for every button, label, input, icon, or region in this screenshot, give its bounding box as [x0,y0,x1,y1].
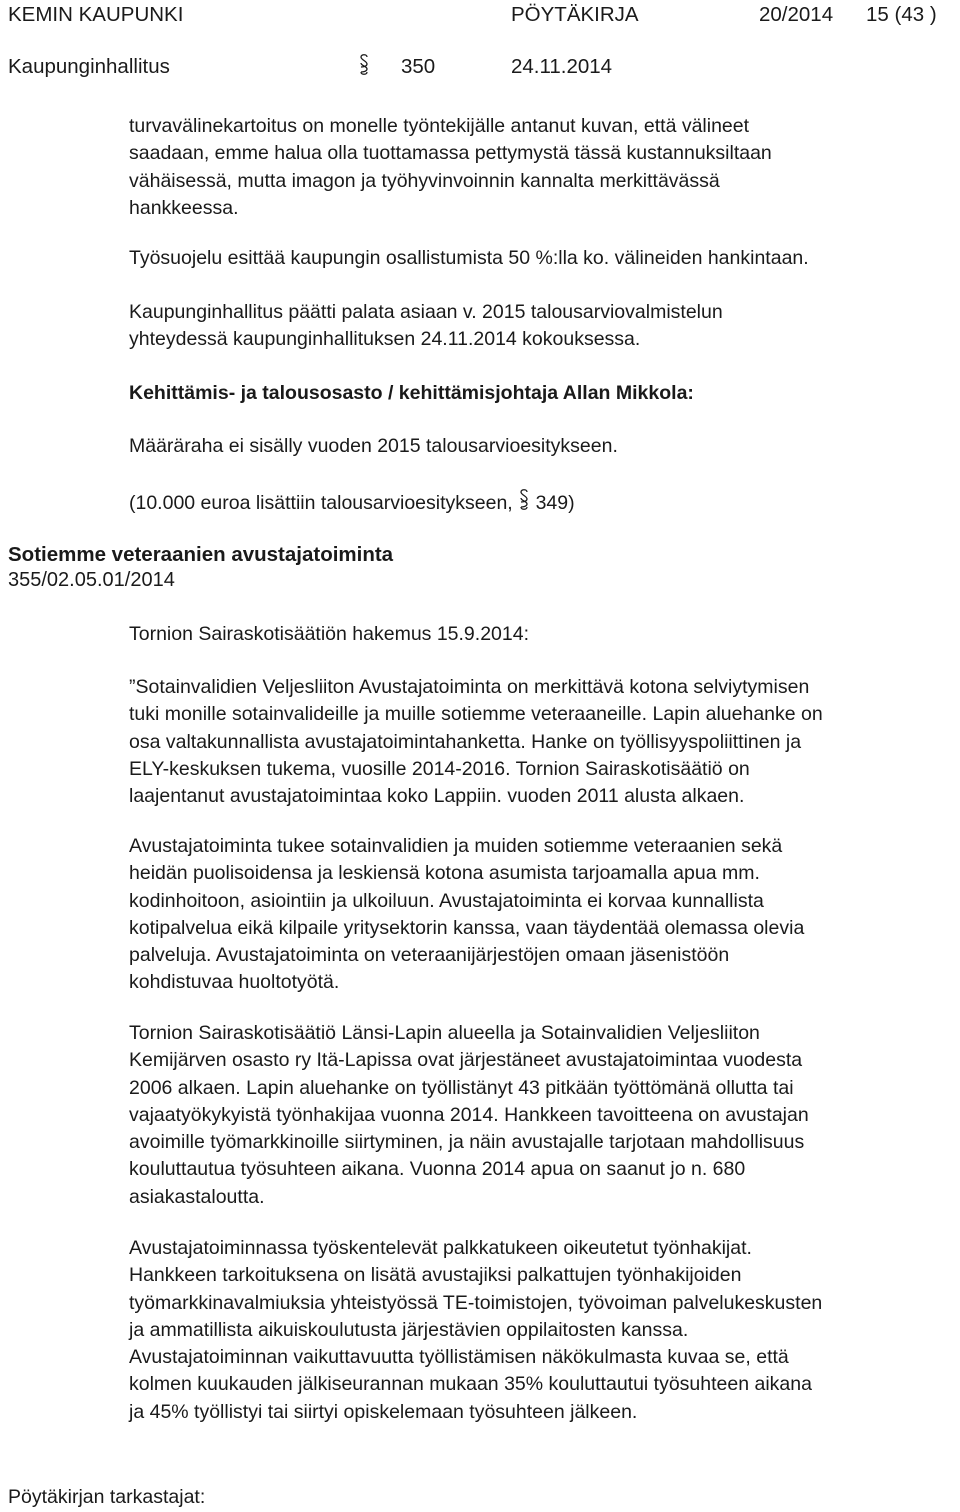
note-ref: 349) [535,492,575,514]
paragraph-4 [129,1235,929,1426]
text-line: kolmen kuukauden jälkiseurannan mukaan 35% kouluttautui työsuhteen aikana [129,1373,812,1396]
paragraph-work-safety [129,245,929,272]
text-line: palveluja. Avustajatoiminta on veteraanijärjestöjen omaan jäsenistöön [129,944,730,967]
text-line: osa valtakunnallista avustajatoimintahanketta. Hanke on työllisyyspoliittinen ja [129,730,802,753]
text-line: kodinhoitoon, asiointiin ja ulkoiluun. Avustajatoiminta ei korvaa kunnallista [129,889,764,912]
text-line: kouluttautua työsuhteen aikana. Vuonna 2014 apua on saanut jo n. 680 [129,1158,746,1181]
text-line: laajentanut avustajatoimintaa koko Lappiin. vuoden 2011 alusta alkaen. [129,785,745,808]
text-line: tuki monille sotainvalideille ja muille sotiemme veteraaneille. Lapin aluehanke on [129,703,823,726]
paragraph-continuation [129,113,929,222]
minutes-checkers-label: Pöytäkirjan tarkastajat: [8,1486,206,1508]
paragraph-3 [129,1020,929,1211]
budget-note [129,488,929,517]
text-line: vajaatyökykyistä työnhakijaa vuonna 2014. Hankkeen tavoitteena on avustajan [129,1103,809,1126]
text-line: hankkeessa. [129,196,239,219]
proposer-heading: Kehittämis- ja talousosasto / kehittämisjohtaja Allan Mikkola: [129,382,694,404]
doc-number: 20/2014 [759,3,834,26]
text-line: kotipalvelua eikä kilpaile yritysektorin kanssa, vaan täydentää olemassa olevia [129,916,805,939]
text-line: avoimille työmarkkinoille siirtyminen, ja näin avustajalle tarjotaan mahdollisuus [129,1131,805,1154]
page-number: 15 (43 ) [866,3,937,26]
section-mark-icon [518,492,530,514]
text-line: ELY-keskuksen tukema, vuosille 2014-2016. Tornion Sairaskotisäätiö on [129,757,750,780]
text-line: turvavälinekartoitus on monelle työntekijälle antanut kuvan, että välineet [129,115,750,137]
text-line: Kaupunginhallitus päätti palata asiaan v. 2015 talousarviovalmistelun [129,301,723,323]
text-line: asiakastaloutta. [129,1185,265,1208]
text-line: saadaan, emme halua olla tuottamassa pettymystä tässä kustannuksiltaan [129,142,772,165]
doc-type: PÖYTÄKIRJA [511,3,639,26]
text-line: yhteydessä kaupunginhallituksen 24.11.2014 kokouksessa. [129,328,641,351]
text-line: 2006 alkaen. Lapin aluehanke on työllistänyt 43 pitkään työttömänä ollutta tai [129,1076,794,1099]
org-name: KEMIN KAUPUNKI [8,3,184,26]
text-line: kohdistuvaa huoltotyötä. [129,971,340,994]
text-line: Avustajatoiminnan vaikuttavuutta työllistämisen näkökulmasta kuvaa se, että [129,1346,789,1369]
text-line: ja 45% työllistyi tai siirtyi opiskelemaan työsuhteen jälkeen. [129,1400,638,1423]
application-heading: Tornion Sairaskotisäätiön hakemus 15.9.2014: [129,623,529,645]
text-line: Hankkeen tarkoituksena on lisätä avustajiksi palkattujen työnhakijoiden [129,1264,742,1287]
text-line: Tornion Sairaskotisäätiö Länsi-Lapin alueella ja Sotainvalidien Veljesliiton [129,1022,760,1044]
paragraph-decision [129,299,929,354]
paragraph-2 [129,833,929,997]
section-ref: 355/02.05.01/2014 [8,569,175,591]
text-line: Työsuojelu esittää kaupungin osallistumista 50 %:lla ko. välineiden hankintaan. [129,247,809,269]
text-line: vähäisessä, mutta imagon ja työhyvinvoinnin kannalta merkittävässä [129,169,720,192]
text-line: Avustajatoiminnassa työskentelevät palkkatukeen oikeutetut työnhakijat. [129,1237,752,1259]
paragraph-1 [129,674,929,810]
body-name: Kaupunginhallitus [8,55,170,78]
text-line: ja ammatillista aikuiskoulutusta järjestävien oppilaitosten kanssa. [129,1318,689,1341]
section-number: 350 [401,55,436,78]
text-line: työmarkkinavalmiuksia yhteistyössä TE-toimistojen, työvoiman palvelukeskusten [129,1291,823,1314]
section-mark-icon [358,53,370,81]
text-line: Kemijärven osasto ry Itä-Lapissa ovat järjestäneet avustajatoimintaa vuodesta [129,1049,803,1072]
text-line: heidän puolisoidensa ja leskiensä kotona asumista tarjoamalla apua mm. [129,862,760,885]
text-line: ”Sotainvalidien Veljesliiton Avustajatoiminta on merkittävä kotona selviytymisen [129,676,810,698]
note-text: (10.000 euroa lisättiin talousarvioesitykseen, [129,492,513,514]
text-line: Avustajatoiminta tukee sotainvalidien ja muiden sotiemme veteraanien sekä [129,835,783,857]
proposal-text: Määräraha ei sisälly vuoden 2015 talousarvioesitykseen. [129,435,618,457]
section-title: Sotiemme veteraanien avustajatoiminta [8,543,394,566]
meeting-date: 24.11.2014 [511,55,613,78]
